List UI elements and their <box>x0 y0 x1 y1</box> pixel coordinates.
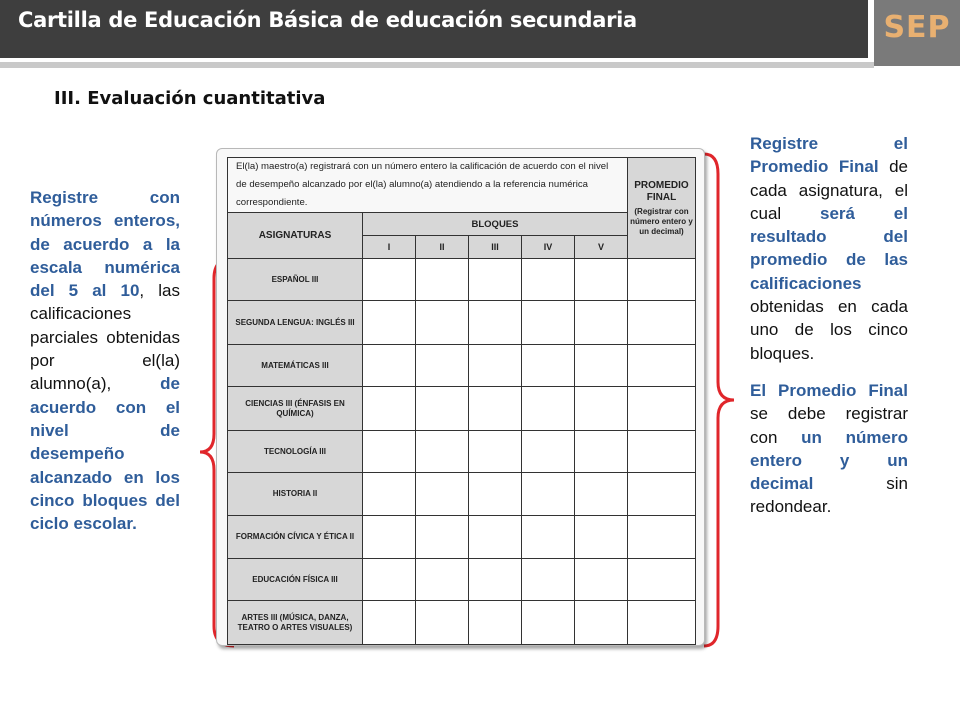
grade-cell-bloque-3[interactable] <box>469 516 522 559</box>
table-row <box>228 431 696 473</box>
grade-cell-bloque-2[interactable] <box>416 431 469 473</box>
grade-cell-bloque-2[interactable] <box>416 259 469 301</box>
subject-label <box>228 516 363 559</box>
grade-cell-promedio[interactable] <box>628 601 696 645</box>
grade-cell-bloque-3[interactable] <box>469 559 522 601</box>
grade-cell-promedio[interactable] <box>628 516 696 559</box>
grade-cell-bloque-3[interactable] <box>469 601 522 645</box>
bloque-header-3: III <box>469 236 522 259</box>
grade-cell-bloque-3[interactable] <box>469 301 522 345</box>
grade-cell-promedio[interactable] <box>628 345 696 387</box>
section-title: III. Evaluación cuantitativa <box>54 88 326 109</box>
grade-cell-bloque-4[interactable] <box>522 601 575 645</box>
report-card-form <box>216 148 705 646</box>
grade-cell-bloque-5[interactable] <box>575 431 628 473</box>
promedio-final-note: (Registrar con número entero y un decimal) <box>630 206 693 236</box>
grade-cell-promedio[interactable] <box>628 259 696 301</box>
grade-cell-bloque-4[interactable] <box>522 259 575 301</box>
subject-label <box>228 601 363 645</box>
table-row <box>228 345 696 387</box>
grade-cell-bloque-3[interactable] <box>469 431 522 473</box>
page-title: Cartilla de Educación Básica de educación secundaria <box>18 8 637 32</box>
grade-cell-bloque-5[interactable] <box>575 473 628 516</box>
grade-cell-bloque-2[interactable] <box>416 387 469 431</box>
subject-label-text: ESPAÑOL III <box>271 274 319 284</box>
asignaturas-header: ASIGNATURAS <box>228 213 363 259</box>
left-text-part2: , las calificaciones parciales obtenidas por el(la) alumno(a), <box>30 281 180 394</box>
sep-logo-text: SEP <box>883 10 951 45</box>
right-p1-part1: Registre el Promedio Final <box>750 134 908 177</box>
grade-cell-bloque-5[interactable] <box>575 301 628 345</box>
left-instructions <box>30 186 180 535</box>
right-bracket-icon <box>700 150 740 650</box>
right-p2-part4: sin redondear. <box>750 474 908 517</box>
grade-cell-bloque-5[interactable] <box>575 601 628 645</box>
grade-cell-bloque-1[interactable] <box>363 345 416 387</box>
subject-label <box>228 301 363 345</box>
bloque-header-5: V <box>575 236 628 259</box>
grade-cell-bloque-4[interactable] <box>522 301 575 345</box>
grade-cell-bloque-1[interactable] <box>363 559 416 601</box>
grade-cell-promedio[interactable] <box>628 559 696 601</box>
subject-label-text: TECNOLOGÍA III <box>264 446 326 456</box>
grade-cell-bloque-4[interactable] <box>522 516 575 559</box>
grade-cell-bloque-4[interactable] <box>522 559 575 601</box>
grade-cell-bloque-1[interactable] <box>363 431 416 473</box>
right-p2-part1: El Promedio Final <box>750 380 908 400</box>
right-p1-part2: de cada asignatura, el cual <box>750 157 908 223</box>
grade-cell-bloque-3[interactable] <box>469 473 522 516</box>
right-p2-part2: se debe registrar con <box>750 404 908 447</box>
subject-label-text: CIENCIAS III (ÉNFASIS EN QUÍMICA) <box>245 398 345 418</box>
table-row <box>228 387 696 431</box>
grade-cell-bloque-3[interactable] <box>469 345 522 387</box>
table-row <box>228 473 696 516</box>
grade-cell-bloque-1[interactable] <box>363 387 416 431</box>
grade-cell-bloque-2[interactable] <box>416 301 469 345</box>
right-p1-part3: será el resultado del promedio de las calificaciones <box>750 203 908 293</box>
grade-cell-bloque-5[interactable] <box>575 559 628 601</box>
header-bar <box>0 0 960 62</box>
grades-table <box>227 157 696 645</box>
grade-cell-bloque-4[interactable] <box>522 345 575 387</box>
subject-label <box>228 559 363 601</box>
header-divider <box>0 62 874 68</box>
bloque-header-2: II <box>416 236 469 259</box>
table-row <box>228 516 696 559</box>
title-bar <box>0 0 868 58</box>
grade-cell-bloque-5[interactable] <box>575 345 628 387</box>
subject-label <box>228 473 363 516</box>
grade-cell-bloque-5[interactable] <box>575 387 628 431</box>
grade-cell-bloque-5[interactable] <box>575 516 628 559</box>
subject-label-text: FORMACIÓN CÍVICA Y ÉTICA II <box>235 532 355 541</box>
right-p2-part3: un número entero y un decimal <box>750 427 908 494</box>
grade-cell-bloque-1[interactable] <box>363 259 416 301</box>
bloque-header-4: IV <box>522 236 575 259</box>
grade-cell-bloque-1[interactable] <box>363 601 416 645</box>
left-text-part3: de acuerdo con el nivel de desempeño alcanzado en los cinco bloques del ciclo escolar. <box>30 374 180 534</box>
grade-cell-promedio[interactable] <box>628 431 696 473</box>
right-paragraph-2 <box>750 379 908 519</box>
table-row <box>228 259 696 301</box>
grade-cell-bloque-1[interactable] <box>363 516 416 559</box>
subject-label-text: SEGUNDA LENGUA: INGLÉS III <box>235 317 355 327</box>
form-instructions: El(la) maestro(a) registrará con un número entero la calificación de acuerdo con el nivel de desempeño alcanzado por el(la) alumno(a) atendiendo a la referencia numérica correspondiente. <box>228 158 628 213</box>
subject-label-text: EDUCACIÓN FÍSICA III <box>252 574 338 584</box>
subject-label-text: MATEMÁTICAS III <box>261 360 329 370</box>
right-p1-part4: obtenidas en cada uno de los cinco bloques. <box>750 297 908 363</box>
subject-label <box>228 345 363 387</box>
grade-cell-bloque-2[interactable] <box>416 601 469 645</box>
grade-cell-promedio[interactable] <box>628 473 696 516</box>
grade-cell-bloque-2[interactable] <box>416 345 469 387</box>
subject-label <box>228 387 363 431</box>
grade-cell-bloque-4[interactable] <box>522 473 575 516</box>
grade-cell-bloque-2[interactable] <box>416 559 469 601</box>
subject-label-text: ARTES III (MÚSICA, DANZA, TEATRO O ARTES VISUALES) <box>237 612 353 632</box>
grade-cell-promedio[interactable] <box>628 301 696 345</box>
subject-label <box>228 259 363 301</box>
promedio-final-header <box>628 158 696 259</box>
bloque-header-1: I <box>363 236 416 259</box>
grade-cell-promedio[interactable] <box>628 387 696 431</box>
subject-label-text: HISTORIA II <box>272 489 318 498</box>
promedio-final-title: PROMEDIO FINAL <box>634 179 689 203</box>
grade-cell-bloque-4[interactable] <box>522 431 575 473</box>
grade-cell-bloque-3[interactable] <box>469 259 522 301</box>
grade-cell-bloque-4[interactable] <box>522 387 575 431</box>
bloques-header: BLOQUES <box>363 213 628 236</box>
grade-cell-bloque-1[interactable] <box>363 301 416 345</box>
sep-logo <box>874 0 960 66</box>
grade-cell-bloque-2[interactable] <box>416 516 469 559</box>
grade-cell-bloque-2[interactable] <box>416 473 469 516</box>
grade-cell-bloque-1[interactable] <box>363 473 416 516</box>
subject-label <box>228 431 363 473</box>
right-instructions <box>750 132 908 519</box>
left-text-part1: Registre con números enteros, de acuerdo a la escala numérica del 5 al 10 <box>30 188 180 301</box>
grade-cell-bloque-5[interactable] <box>575 259 628 301</box>
grade-cell-bloque-3[interactable] <box>469 387 522 431</box>
table-row <box>228 301 696 345</box>
table-row <box>228 559 696 601</box>
table-row <box>228 601 696 645</box>
right-paragraph-1 <box>750 132 908 365</box>
